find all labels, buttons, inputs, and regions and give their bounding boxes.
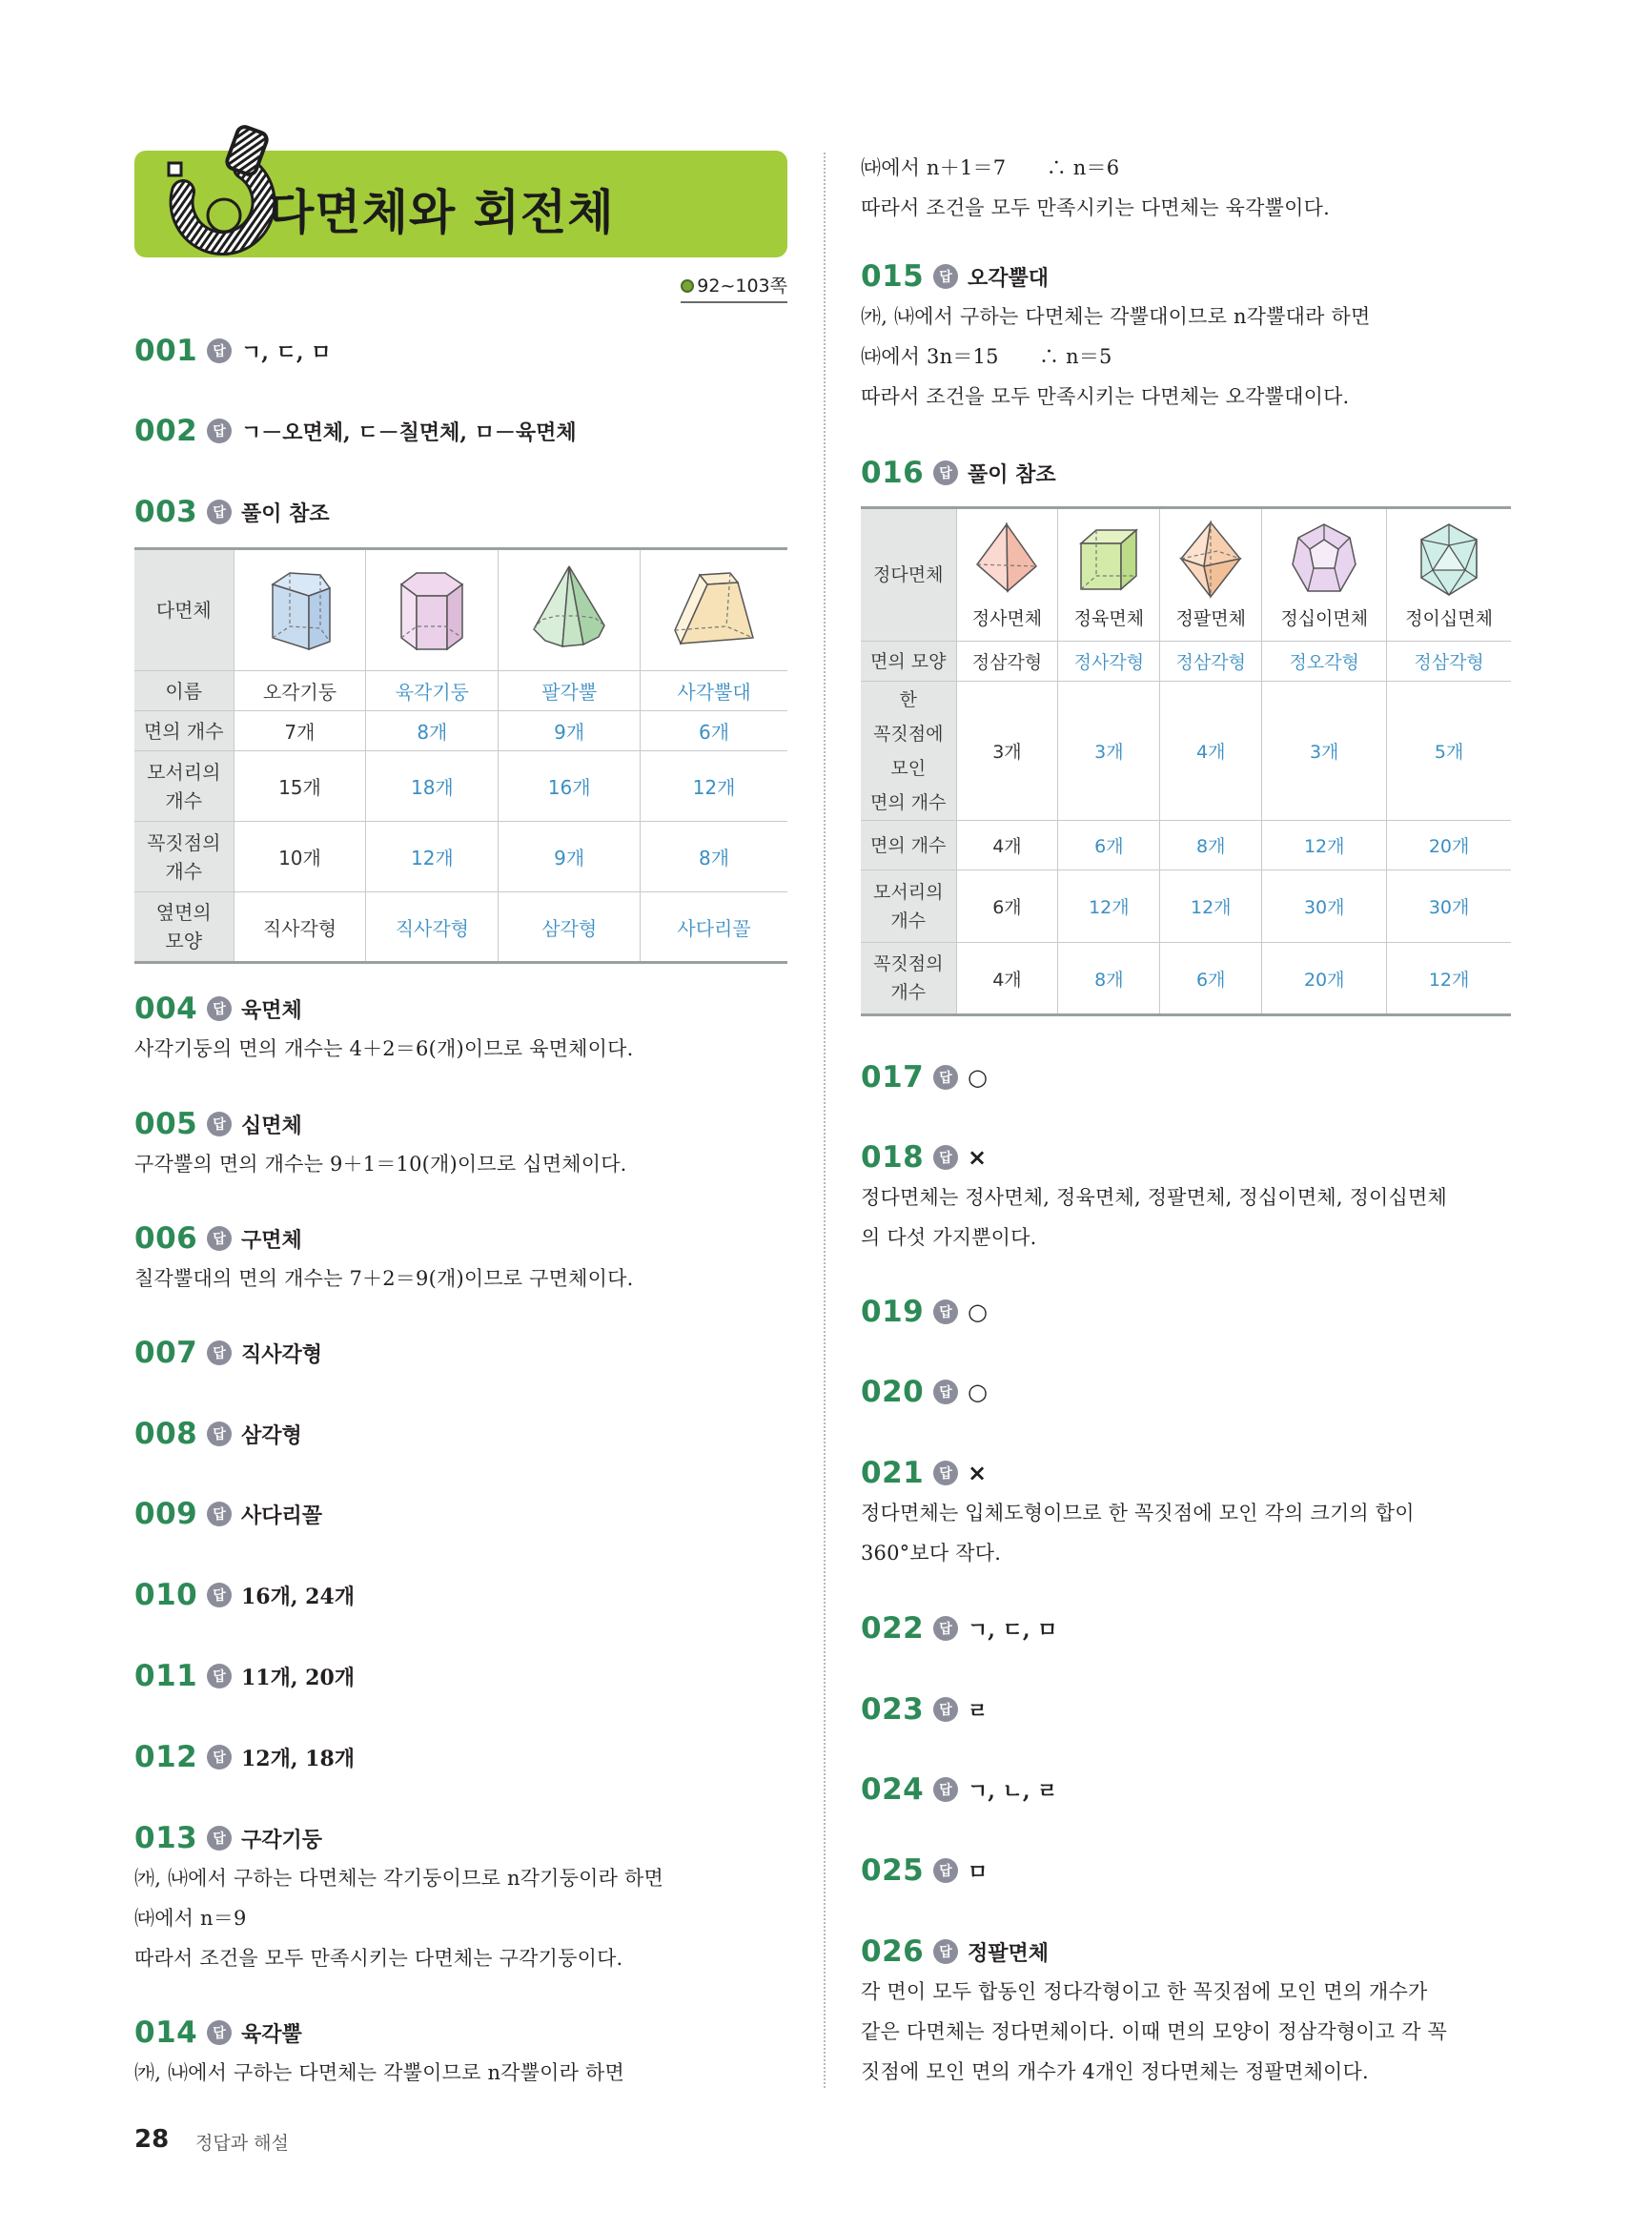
explanation-line: 정다면체는 입체도형이므로 한 꼭짓점에 모인 각의 크기의 합이 <box>861 1502 1415 1524</box>
problem-number: 002 <box>134 414 198 448</box>
table-cell: 12개 <box>366 822 499 892</box>
table-cell: 정삼각형 <box>1160 642 1262 682</box>
table-cell: 6개 <box>1160 943 1262 1015</box>
explanation-line: 구각뿔의 면의 개수는 9＋1＝10(개)이므로 십면체이다. <box>134 1153 627 1176</box>
answer-text: 삼각형 <box>241 1422 302 1448</box>
problem-025 <box>861 1851 1511 1891</box>
row-label: 면의 개수 <box>134 711 234 751</box>
table-cell: 12개 <box>1058 870 1160 943</box>
table-cell: 3개 <box>1058 682 1160 821</box>
answer-text: 16개, 24개 <box>241 1584 356 1609</box>
table-cell: 삼각형 <box>499 892 641 963</box>
problem-number: 017 <box>861 1060 925 1095</box>
answer-text: × <box>968 1460 988 1486</box>
answer-text: 십면체 <box>241 1113 302 1138</box>
table-cell: 8개 <box>641 822 787 892</box>
problem-022 <box>861 1608 1511 1648</box>
solid-name: 정팔면체 <box>1175 607 1246 629</box>
problem-number: 014 <box>134 2015 198 2050</box>
answer-badge: 답 <box>933 264 958 289</box>
problem-012 <box>134 1737 787 1777</box>
answer-badge: 답 <box>207 1664 232 1688</box>
problem-008 <box>134 1414 787 1454</box>
explanation-line: 짓점에 모인 면의 개수가 4개인 정다면체는 정팔면체이다. <box>861 2060 1369 2083</box>
table-cell: 10개 <box>234 822 366 892</box>
table-cell: 12개 <box>641 751 787 822</box>
answer-text: ㄱ, ㄷ, ㅁ <box>241 339 332 365</box>
problem-016 <box>861 453 1511 1016</box>
problem-018 <box>861 1137 1511 1258</box>
answer-badge: 답 <box>207 1502 232 1526</box>
table-cell: 7개 <box>234 711 366 751</box>
answer-badge: 답 <box>207 1226 232 1251</box>
explanation-line: 따라서 조건을 모두 만족시키는 다면체는 오각뿔대이다. <box>861 385 1350 408</box>
problem-002 <box>134 411 787 451</box>
table-cell: 사각뿔대 <box>641 671 787 711</box>
answer-text: 풀이 참조 <box>241 501 330 526</box>
problem-010 <box>134 1575 787 1615</box>
problem-number: 026 <box>861 1934 925 1969</box>
answer-badge: 답 <box>207 1112 232 1136</box>
explanation-line: 360°보다 작다. <box>861 1542 1002 1565</box>
row-label-line: 개수 <box>165 859 203 883</box>
table-cell: 4개 <box>1160 682 1262 821</box>
table-cell: 정사각형 <box>1058 642 1160 682</box>
problem-020 <box>861 1372 1511 1412</box>
problem-number: 006 <box>134 1221 198 1256</box>
problem-number: 019 <box>861 1295 925 1329</box>
answer-text: ㄹ <box>968 1698 989 1724</box>
row-label <box>134 892 234 963</box>
row-label-line: 꼭짓점에 <box>873 723 944 745</box>
table-cell: 6개 <box>956 870 1058 943</box>
answer-text: ○ <box>968 1379 988 1405</box>
answer-text: 구각기둥 <box>241 1827 323 1852</box>
explanation-line: ㈐에서 3n＝15 ∴ n＝5 <box>861 345 1112 368</box>
problem-004 <box>134 989 787 1069</box>
table-cell: 4개 <box>956 821 1058 870</box>
problem-015 <box>861 256 1511 417</box>
table-cell: 15개 <box>234 751 366 822</box>
row-label <box>134 751 234 822</box>
problem-023 <box>861 1689 1511 1729</box>
answer-text: ○ <box>968 1299 988 1325</box>
explanation-line: ㈎, ㈏에서 구하는 다면체는 각뿔대이므로 n각뿔대라 하면 <box>861 305 1371 328</box>
page-reference <box>681 272 787 303</box>
explanation-line: 칠각뿔대의 면의 개수는 7＋2＝9(개)이므로 구면체이다. <box>134 1267 634 1290</box>
answer-badge: 답 <box>933 1858 958 1883</box>
table-cell: 12개 <box>1160 870 1262 943</box>
answer-text: × <box>968 1144 988 1171</box>
chapter-banner <box>134 148 787 297</box>
table-cell: 8개 <box>366 711 499 751</box>
answer-badge: 답 <box>207 500 232 524</box>
problem-007 <box>134 1333 787 1373</box>
answer-badge: 답 <box>207 2020 232 2045</box>
problem-021 <box>861 1453 1511 1573</box>
table-cell: 직사각형 <box>234 892 366 963</box>
table-cell: 직사각형 <box>366 892 499 963</box>
row-label-line: 개수 <box>890 910 927 931</box>
explanation-line: ㈎, ㈏에서 구하는 다면체는 각기둥이므로 n각기둥이라 하면 <box>134 1867 663 1890</box>
problem-number: 023 <box>861 1692 925 1727</box>
problem-026 <box>861 1932 1511 2092</box>
row-label <box>861 682 956 821</box>
explanation-line: 각 면이 모두 합동인 정다각형이고 한 꼭짓점에 모인 면의 개수가 <box>861 1980 1428 2003</box>
regular-polyhedra-table <box>861 506 1511 1016</box>
row-label-line: 개수 <box>890 982 927 1003</box>
answer-badge: 답 <box>933 1065 958 1090</box>
table-cell: 20개 <box>1387 821 1511 870</box>
icosahedron-figure <box>1414 521 1484 601</box>
problem-019 <box>861 1292 1511 1332</box>
problem-number: 012 <box>134 1740 198 1774</box>
problem-014 <box>134 2013 787 2093</box>
table-header: 정다면체 <box>861 508 956 642</box>
solid-cell <box>956 508 1058 642</box>
hexagonal-prism-figure <box>394 563 470 657</box>
table-cell: 정삼각형 <box>1387 642 1511 682</box>
row-label-line: 모양 <box>165 930 203 952</box>
problem-011 <box>134 1656 787 1696</box>
row-label-line: 모인 <box>890 757 927 779</box>
explanation-line: ㈐에서 n＝9 <box>134 1907 247 1930</box>
page-ref-text: 92~103쪽 <box>697 276 787 297</box>
pentagonal-prism-figure <box>261 563 337 657</box>
row-label-line: 한 <box>899 688 917 710</box>
solid-cell <box>1160 508 1262 642</box>
page-ref-icon <box>681 279 694 293</box>
table-cell: 9개 <box>499 822 641 892</box>
answer-badge: 답 <box>933 1461 958 1485</box>
answer-text: ㄱ, ㄷ, ㅁ <box>968 1617 1058 1643</box>
octagonal-pyramid-figure <box>528 563 610 658</box>
answer-badge: 답 <box>933 1299 958 1324</box>
problem-013 <box>134 1818 787 1978</box>
problem-number: 016 <box>861 456 925 490</box>
footer-label: 정답과 해설 <box>195 2133 289 2154</box>
table-header: 다면체 <box>134 549 234 671</box>
table-cell: 20개 <box>1262 943 1387 1015</box>
answer-badge: 답 <box>933 1616 958 1641</box>
problem-number: 015 <box>861 259 925 294</box>
problem-014-continued <box>861 148 1511 228</box>
row-label: 면의 개수 <box>861 821 956 870</box>
row-label-line: 꼭짓점의 <box>873 953 944 974</box>
table-cell: 사다리꼴 <box>641 892 787 963</box>
problem-number: 018 <box>861 1140 925 1175</box>
answer-text: ㄱ－오면체, ㄷ－칠면체, ㅁ－육면체 <box>241 419 577 445</box>
table-cell: 12개 <box>1387 943 1511 1015</box>
answer-badge: 답 <box>207 419 232 443</box>
problem-number: 020 <box>861 1375 925 1409</box>
answer-text: 정팔면체 <box>968 1940 1050 1966</box>
answer-badge: 답 <box>207 1745 232 1770</box>
explanation-line: ㈐에서 n＋1＝7 ∴ n＝6 <box>861 156 1120 179</box>
table-cell: 6개 <box>641 711 787 751</box>
answer-text: 풀이 참조 <box>968 461 1056 487</box>
row-label <box>861 943 956 1015</box>
answer-text: 구면체 <box>241 1227 302 1253</box>
answer-text: ○ <box>968 1064 988 1091</box>
problem-number: 013 <box>134 1821 198 1855</box>
solid-cell <box>366 549 499 671</box>
row-label-line: 옆면의 <box>155 901 212 924</box>
answer-text: ㄱ, ㄴ, ㄹ <box>968 1778 1058 1804</box>
column-divider <box>824 153 826 2088</box>
problem-017 <box>861 1057 1511 1097</box>
row-label-line: 개수 <box>165 788 203 812</box>
problem-number: 001 <box>134 334 198 368</box>
problem-number: 025 <box>861 1853 925 1888</box>
solid-name: 정십이면체 <box>1280 607 1369 629</box>
row-label <box>861 870 956 943</box>
solid-cell <box>1387 508 1511 642</box>
problem-number: 010 <box>134 1578 198 1612</box>
solid-cell <box>1262 508 1387 642</box>
solid-cell <box>1058 508 1160 642</box>
table-cell: 4개 <box>956 943 1058 1015</box>
problem-006 <box>134 1218 787 1299</box>
problem-024 <box>861 1770 1511 1810</box>
answer-badge: 답 <box>207 996 232 1021</box>
solid-name: 정사면체 <box>971 607 1043 629</box>
answer-badge: 답 <box>207 1340 232 1365</box>
table-cell: 정삼각형 <box>956 642 1058 682</box>
table-cell: 8개 <box>1058 943 1160 1015</box>
table-cell: 정오각형 <box>1262 642 1387 682</box>
row-label <box>134 822 234 892</box>
answer-text: 오각뿔대 <box>968 265 1050 291</box>
problem-number: 011 <box>134 1659 198 1693</box>
answer-badge: 답 <box>207 1826 232 1851</box>
answer-text: 직사각형 <box>241 1341 323 1367</box>
problem-number: 022 <box>861 1611 925 1646</box>
table-cell: 8개 <box>1160 821 1262 870</box>
table-cell: 30개 <box>1262 870 1387 943</box>
row-label-line: 모서리의 <box>873 881 944 903</box>
answer-text: 육각뿔 <box>241 2021 302 2047</box>
answer-text: 11개, 20개 <box>241 1665 356 1690</box>
page-number: 28 <box>134 2125 170 2154</box>
problem-number: 008 <box>134 1417 198 1451</box>
table-cell: 3개 <box>1262 682 1387 821</box>
problem-number: 003 <box>134 495 198 529</box>
answer-badge: 답 <box>933 1697 958 1722</box>
explanation-line: 같은 다면체는 정다면체이다. 이때 면의 모양이 정삼각형이고 각 꼭 <box>861 2020 1447 2043</box>
problem-003 <box>134 492 787 964</box>
problem-001 <box>134 331 787 371</box>
table-cell: 30개 <box>1387 870 1511 943</box>
row-label-line: 면의 개수 <box>870 791 947 813</box>
answer-badge: 답 <box>933 1939 958 1964</box>
explanation-line: 사각기둥의 면의 개수는 4＋2＝6(개)이므로 육면체이다. <box>134 1037 634 1060</box>
table-cell: 팔각뿔 <box>499 671 641 711</box>
problem-number: 005 <box>134 1107 198 1141</box>
cube-figure <box>1073 521 1144 601</box>
table-cell: 육각기둥 <box>366 671 499 711</box>
square-frustum-figure <box>671 563 757 657</box>
explanation-line: ㈎, ㈏에서 구하는 다면체는 각뿔이므로 n각뿔이라 하면 <box>134 2061 624 2084</box>
row-label-line: 모서리의 <box>147 760 221 784</box>
table-cell: 오각기둥 <box>234 671 366 711</box>
table-cell: 18개 <box>366 751 499 822</box>
answer-badge: 답 <box>933 1380 958 1404</box>
answer-text: 12개, 18개 <box>241 1746 356 1771</box>
answer-text: ㅁ <box>968 1859 989 1885</box>
answer-badge: 답 <box>207 338 232 363</box>
explanation-line: 따라서 조건을 모두 만족시키는 다면체는 구각기둥이다. <box>134 1947 623 1970</box>
row-label-line: 꼭짓점의 <box>147 830 221 854</box>
problem-number: 007 <box>134 1336 198 1370</box>
table-cell: 16개 <box>499 751 641 822</box>
answer-text: 사다리꼴 <box>241 1503 323 1528</box>
solid-name: 정육면체 <box>1073 607 1145 629</box>
problem-number: 009 <box>134 1497 198 1531</box>
answer-text: 육면체 <box>241 997 302 1023</box>
dodecahedron-figure <box>1289 521 1359 601</box>
answer-badge: 답 <box>933 1145 958 1170</box>
table-cell: 9개 <box>499 711 641 751</box>
problem-009 <box>134 1494 787 1534</box>
polyhedra-table <box>134 547 787 964</box>
row-label: 면의 모양 <box>861 642 956 682</box>
table-cell: 5개 <box>1387 682 1511 821</box>
solid-cell <box>641 549 787 671</box>
problem-number: 021 <box>861 1456 925 1490</box>
chapter-title: 다면체와 회전체 <box>268 185 615 240</box>
problem-number: 024 <box>861 1772 925 1807</box>
table-cell: 6개 <box>1058 821 1160 870</box>
answer-badge: 답 <box>207 1583 232 1607</box>
solid-cell <box>499 549 641 671</box>
row-label: 이름 <box>134 671 234 711</box>
answer-badge: 답 <box>207 1422 232 1446</box>
left-column <box>134 148 787 2084</box>
tetrahedron-figure <box>971 521 1042 601</box>
answer-badge: 답 <box>933 1777 958 1802</box>
explanation-line: 의 다섯 가지뿐이다. <box>861 1226 1037 1249</box>
explanation-line: 따라서 조건을 모두 만족시키는 다면체는 육각뿔이다. <box>861 196 1330 219</box>
solid-cell <box>234 549 366 671</box>
octahedron-figure <box>1175 521 1246 601</box>
problem-005 <box>134 1104 787 1184</box>
explanation-line: 정다면체는 정사면체, 정육면체, 정팔면체, 정십이면체, 정이십면체 <box>861 1186 1447 1209</box>
answer-badge: 답 <box>933 460 958 485</box>
table-cell: 12개 <box>1262 821 1387 870</box>
solid-name: 정이십면체 <box>1405 607 1493 629</box>
problem-number: 004 <box>134 992 198 1026</box>
table-cell: 3개 <box>956 682 1058 821</box>
